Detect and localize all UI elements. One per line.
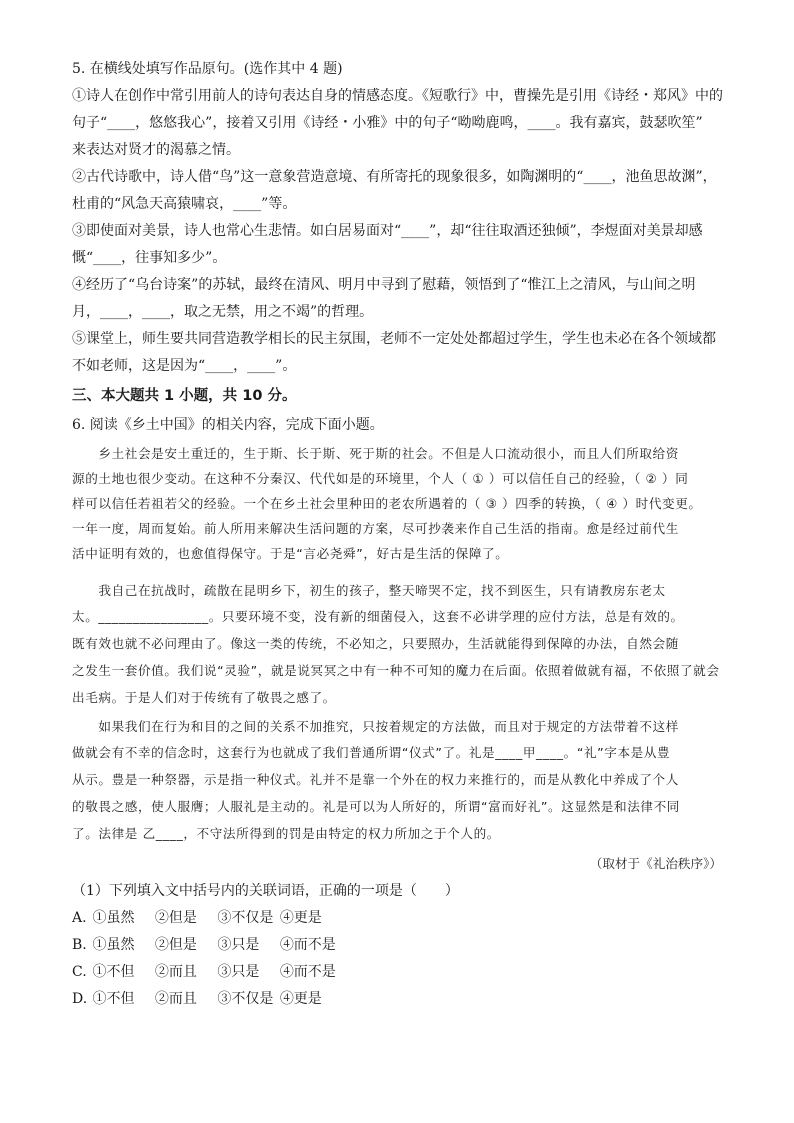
passage-line: 乡土社会是安土重迁的，生于斯、长于斯、死于斯的社会。不但是人口流动很小，而且人们所取给资 <box>72 446 679 461</box>
option-letter: C. <box>72 964 87 980</box>
q5-line: 来表达对贤才的渴慕之情。 <box>72 142 240 158</box>
passage-line: 如果我们在行为和目的之间的关系不加推究，只按着规定的方法做，而且对于规定的方法带着不这样 <box>72 719 679 734</box>
passage-line: 太。________________。只要环境不变，没有新的细菌侵入，这套不必讲学理的应付方法，总是有效的。 <box>72 609 684 624</box>
passage-line: 我自己在抗战时，疏散在昆明乡下，初生的孩子，整天啼哭不定，找不到医生，只有请教房东老太 <box>72 583 666 598</box>
option-d[interactable] <box>72 990 322 1008</box>
q5-line: 月，____，____，取之无禁，用之不竭”的哲理。 <box>72 304 374 320</box>
passage-line: 出毛病。于是人们对于传统有了敬畏之感了。 <box>72 690 336 705</box>
q6-title: 6. 阅读《乡土中国》的相关内容，完成下面小题。 <box>72 417 384 433</box>
option-item: ②而且 <box>154 964 197 980</box>
passage-line: 的敬畏之感，使人服膺；人服礼是主动的。礼是可以为人所好的，所谓“富而好礼”。这显然是和法律不同 <box>72 799 680 814</box>
option-b[interactable] <box>72 936 336 954</box>
passage-line: 活中证明有效的，也愈值得保守。于是“言必尧舜”，好古是生活的保障了。 <box>72 546 509 561</box>
option-item: ③不仅是 <box>217 910 274 926</box>
option-item: ③只是 <box>217 964 260 980</box>
passage-line: 一年一度，周而复始。前人所用来解决生活问题的方案，尽可抄袭来作自己生活的指南。愈是经过前代生 <box>72 521 679 536</box>
passage-line: 做就会有不幸的信念时，这套行为也就成了我们普通所谓“仪式”了。礼是____甲____。“礼”字本是从豊 <box>72 745 671 760</box>
option-item: ④而不是 <box>279 937 336 953</box>
passage-line: 样可以信任若祖若父的经验。一个在乡土社会里种田的老农所遇着的（ ③ ）四季的转换，（ ④ ）时代变更。 <box>72 496 702 511</box>
q5-line: 不如老师，这是因为“____，____”。 <box>72 358 297 374</box>
option-a[interactable] <box>72 909 322 927</box>
option-c[interactable] <box>72 963 336 981</box>
option-item: ④而不是 <box>279 964 336 980</box>
q5-line: 慨“____，往事知多少”。 <box>72 250 227 266</box>
q5-line: 句子“____，悠悠我心”，接着又引用《诗经・小雅》中的句子“呦呦鹿鸣，____。我有嘉宾，鼓瑟吹笙” <box>72 115 703 131</box>
option-letter: D. <box>72 991 88 1007</box>
passage-source: （取材于《礼治秩序》） <box>589 856 722 871</box>
option-item: ④更是 <box>279 991 322 1007</box>
sub-question: （1）下列填入文中括号内的关联词语，正确的一项是（ ） <box>72 883 459 899</box>
option-item: ①虽然 <box>92 937 135 953</box>
passage-line: 从示。豊是一种祭器，示是指一种仪式。礼并不是靠一个外在的权力来推行的，而是从教化中养成了个人 <box>72 772 679 787</box>
q5-title: 5. 在横线处填写作品原句。(选作其中 4 题) <box>72 61 343 77</box>
passage-line: 之发生一套价值。我们说“灵验”，就是说冥冥之中有一种不可知的魔力在后面。依照着做就有福，不依照了就会 <box>72 663 720 678</box>
section-heading: 三、本大题共 1 小题，共 10 分。 <box>72 388 297 404</box>
option-letter: B. <box>72 937 87 953</box>
option-item: ①不但 <box>92 964 135 980</box>
option-item: ①虽然 <box>92 910 135 926</box>
option-item: ③只是 <box>217 937 260 953</box>
option-item: ②但是 <box>154 937 197 953</box>
q5-line: ③即使面对美景，诗人也常心生悲情。如白居易面对“____”，却“往往取酒还独倾”，李煜面对美景却感 <box>72 223 703 239</box>
q5-line: ⑤课堂上，师生要共同营造教学相长的民主氛围，老师不一定处处都超过学生，学生也未必在各个领域都 <box>72 331 716 347</box>
q5-line: ②古代诗歌中，诗人借“鸟”这一意象营造意境、有所寄托的现象很多，如陶渊明的“____，池鱼思故渊”， <box>72 169 717 185</box>
option-item: ④更是 <box>279 910 322 926</box>
option-item: ①不但 <box>92 991 135 1007</box>
option-letter: A. <box>72 910 87 926</box>
q5-line: 杜甫的“风急天高猿啸哀，____”等。 <box>72 196 297 212</box>
passage-line: 了。法律是 乙____，不守法所得到的罚是由特定的权力所加之于个人的。 <box>72 826 501 841</box>
q5-line: ④经历了“乌台诗案”的苏轼，最终在清风、明月中寻到了慰藉，领悟到了“惟江上之清风，与山间之明 <box>72 277 696 293</box>
option-item: ③不仅是 <box>217 991 274 1007</box>
option-item: ②但是 <box>154 910 197 926</box>
option-item: ②而且 <box>154 991 197 1007</box>
passage-line: 既有效也就不必问理由了。像这一类的传统，不必知之，只要照办，生活就能得到保障的办法，自然会随 <box>72 636 679 651</box>
passage-line: 源的土地也很少变动。在这种不分秦汉、代代如是的环境里，个人（ ① ）可以信任自己的经验，（ ② ）同 <box>72 471 689 486</box>
q5-line: ①诗人在创作中常引用前人的诗句表达自身的情感态度。《短歌行》中，曹操先是引用《诗经・郑风》中的 <box>72 88 723 104</box>
